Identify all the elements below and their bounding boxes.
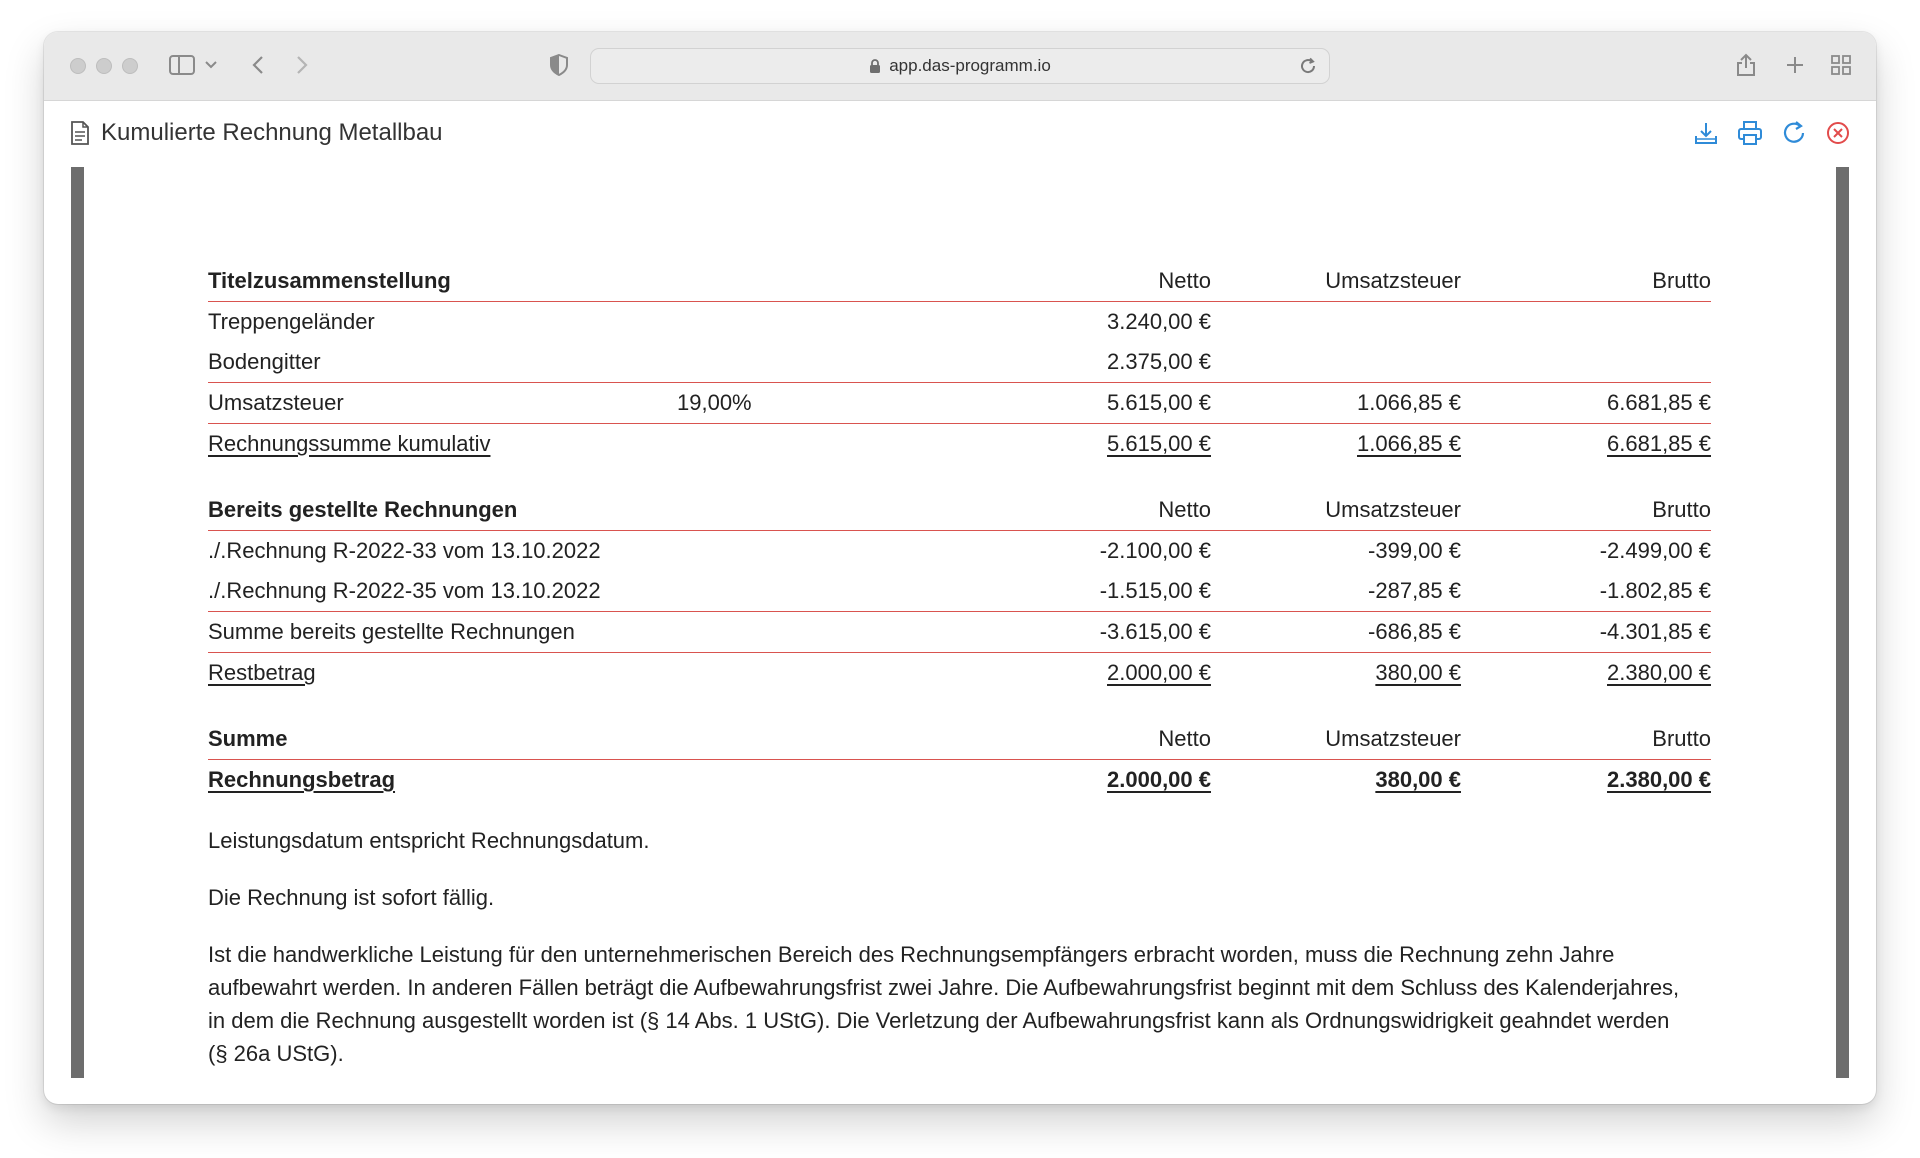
row-netto: -1.515,00 € bbox=[1099, 578, 1211, 603]
title-summary-table bbox=[208, 261, 1711, 464]
row-netto: 2.000,00 € bbox=[1107, 767, 1211, 792]
row-label: ./.Rechnung R-2022-33 vom 13.10.2022 bbox=[208, 538, 601, 563]
row-brutto: 6.681,85 € bbox=[1607, 390, 1711, 415]
document-viewer[interactable] bbox=[71, 167, 1849, 1078]
row-ust: 1.066,85 € bbox=[1357, 431, 1461, 456]
row-label: Restbetrag bbox=[208, 660, 316, 685]
invoice-amount-row bbox=[208, 760, 1711, 800]
invoice-notes bbox=[208, 824, 1688, 857]
chevron-down-icon[interactable] bbox=[204, 49, 218, 81]
refresh-icon[interactable] bbox=[1780, 119, 1808, 147]
row-brutto: 2.380,00 € bbox=[1607, 767, 1711, 792]
tax-row bbox=[208, 383, 1711, 424]
table-header bbox=[208, 719, 1711, 760]
invoice-notes bbox=[208, 881, 1688, 914]
row-brutto: -4.301,85 € bbox=[1599, 619, 1711, 644]
zoom-window-button[interactable] bbox=[122, 58, 138, 74]
note-due: Die Rechnung ist sofort fällig. bbox=[208, 885, 495, 910]
close-icon[interactable] bbox=[1824, 119, 1852, 147]
table-row bbox=[208, 342, 1711, 383]
table-row bbox=[208, 531, 1711, 571]
row-netto: 5.615,00 € bbox=[1107, 431, 1211, 456]
note-retention: Ist die handwerkliche Leistung für den unternehmerischen Bereich des Rechnungsempfängers erbracht worden, muss die Rechnung zehn Jahre aufbewahrt werden. In anderen Fällen beträgt die Aufbewahrungsfrist zwei Jahre. Die Aufbewahrungsfrist beginnt mit dem Schluss des Kalenderjahres, in dem die Rechnung ausgestellt worden ist (§ 14 Abs. 1 UStG). Die Verletzung der Aufbewahrungsfrist kann als Ordnungswidrigkeit geahndet werden (§ 26a UStG). bbox=[208, 942, 1680, 1066]
row-netto: 2.000,00 € bbox=[1107, 660, 1211, 685]
lock-icon bbox=[869, 59, 881, 74]
row-netto: -2.100,00 € bbox=[1099, 538, 1211, 563]
column-header-netto: Netto bbox=[1158, 497, 1211, 522]
sum-row bbox=[208, 612, 1711, 653]
browser-toolbar bbox=[44, 32, 1876, 101]
document-header bbox=[44, 101, 1876, 163]
section-heading: Bereits gestellte Rechnungen bbox=[208, 497, 518, 522]
page-title: Kumulierte Rechnung Metallbau bbox=[101, 119, 443, 146]
tax-rate: 19,00% bbox=[677, 390, 752, 415]
privacy-shield-icon[interactable] bbox=[548, 49, 570, 81]
download-icon[interactable] bbox=[1692, 119, 1720, 147]
invoice-page bbox=[84, 167, 1836, 1078]
row-brutto: -2.499,00 € bbox=[1599, 538, 1711, 563]
previous-invoices-table bbox=[208, 490, 1711, 693]
column-header-ust: Umsatzsteuer bbox=[1325, 497, 1461, 522]
forward-icon[interactable] bbox=[294, 49, 310, 81]
table-row bbox=[208, 302, 1711, 342]
section-heading: Summe bbox=[208, 726, 288, 751]
row-netto: 2.375,00 € bbox=[1107, 349, 1211, 374]
total-table bbox=[208, 719, 1711, 800]
sidebar-toggle-icon[interactable] bbox=[168, 49, 196, 81]
row-label: Rechnungsbetrag bbox=[208, 767, 396, 792]
column-header-netto: Netto bbox=[1158, 726, 1211, 751]
reload-page-icon[interactable] bbox=[1299, 57, 1317, 75]
column-header-netto: Netto bbox=[1158, 268, 1211, 293]
row-brutto: 2.380,00 € bbox=[1607, 660, 1711, 685]
table-header bbox=[208, 490, 1711, 531]
address-bar[interactable] bbox=[590, 48, 1330, 84]
minimize-window-button[interactable] bbox=[96, 58, 112, 74]
note-service-date: Leistungsdatum entspricht Rechnungsdatum. bbox=[208, 828, 650, 853]
column-header-ust: Umsatzsteuer bbox=[1325, 268, 1461, 293]
row-ust: -287,85 € bbox=[1368, 578, 1461, 603]
row-ust: 380,00 € bbox=[1375, 660, 1461, 685]
table-row bbox=[208, 571, 1711, 612]
document-icon bbox=[70, 121, 90, 150]
row-ust: -399,00 € bbox=[1368, 538, 1461, 563]
row-label: Bodengitter bbox=[208, 349, 321, 374]
remaining-amount-row bbox=[208, 653, 1711, 693]
browser-window bbox=[44, 32, 1876, 1104]
row-brutto: -1.802,85 € bbox=[1599, 578, 1711, 603]
print-icon[interactable] bbox=[1736, 119, 1764, 147]
row-netto: 5.615,00 € bbox=[1107, 390, 1211, 415]
section-heading: Titelzusammenstellung bbox=[208, 268, 451, 293]
row-ust: 380,00 € bbox=[1375, 767, 1461, 792]
column-header-brutto: Brutto bbox=[1652, 268, 1711, 293]
row-label: Summe bereits gestellte Rechnungen bbox=[208, 619, 575, 644]
tab-overview-icon[interactable] bbox=[1830, 49, 1852, 81]
row-label: Treppengeländer bbox=[208, 309, 375, 334]
row-label: ./.Rechnung R-2022-35 vom 13.10.2022 bbox=[208, 578, 601, 603]
invoice-notes bbox=[208, 938, 1688, 1070]
column-header-brutto: Brutto bbox=[1652, 726, 1711, 751]
close-window-button[interactable] bbox=[70, 58, 86, 74]
table-header bbox=[208, 261, 1711, 302]
new-tab-icon[interactable] bbox=[1784, 49, 1806, 81]
row-netto: 3.240,00 € bbox=[1107, 309, 1211, 334]
cumulative-total-row bbox=[208, 424, 1711, 464]
row-ust: 1.066,85 € bbox=[1357, 390, 1461, 415]
column-header-ust: Umsatzsteuer bbox=[1325, 726, 1461, 751]
back-icon[interactable] bbox=[250, 49, 266, 81]
row-ust: -686,85 € bbox=[1368, 619, 1461, 644]
document-actions bbox=[1692, 119, 1852, 147]
url-text: app.das-programm.io bbox=[889, 56, 1051, 75]
row-label: Rechnungssumme kumulativ bbox=[208, 431, 491, 456]
row-label: Umsatzsteuer bbox=[208, 390, 344, 415]
share-icon[interactable] bbox=[1734, 49, 1758, 81]
row-brutto: 6.681,85 € bbox=[1607, 431, 1711, 456]
row-netto: -3.615,00 € bbox=[1099, 619, 1211, 644]
column-header-brutto: Brutto bbox=[1652, 497, 1711, 522]
